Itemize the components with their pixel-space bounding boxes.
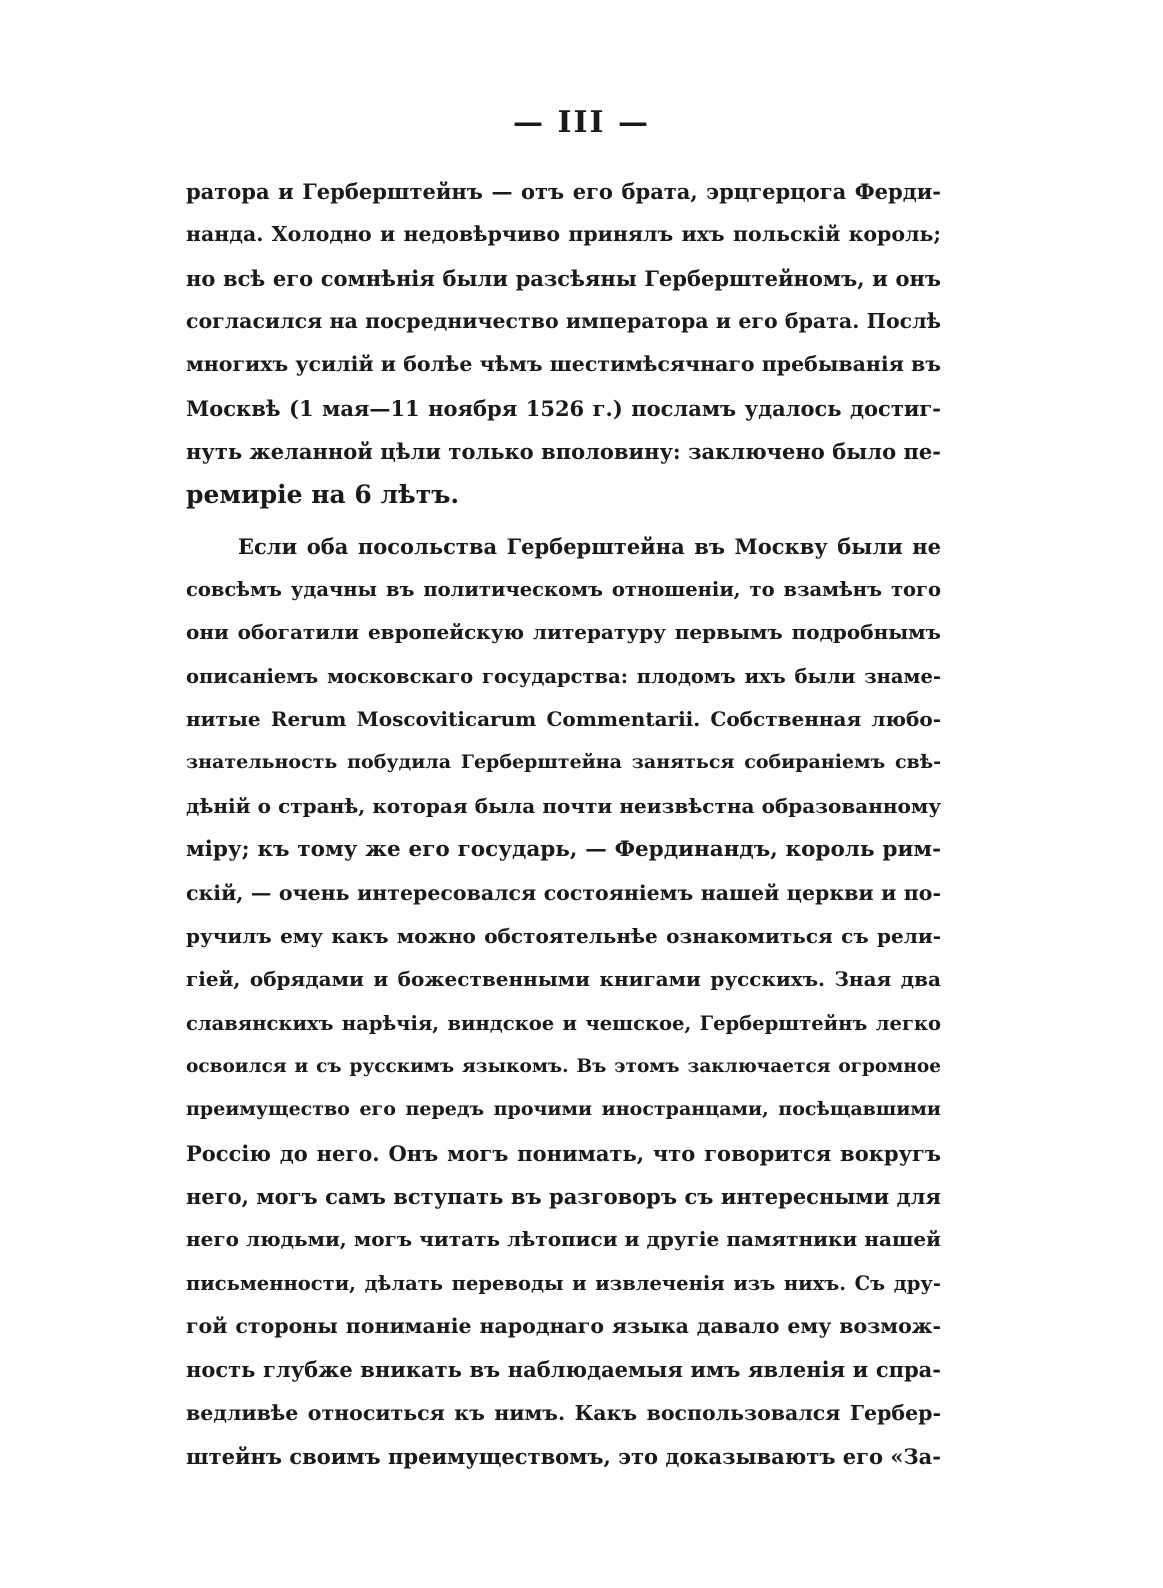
- text-line: штейнъ своимъ преимуществомъ, это доказываютъ его «За-: [186, 1443, 941, 1469]
- text-line: преимущество его передъ прочими иностранцами, посѣщавшими: [186, 1098, 941, 1121]
- text-line: освоился и съ русскимъ языкомъ. Въ этомъ заключается огромное: [186, 1055, 941, 1077]
- text-line: Москвѣ (1 мая—11 ноября 1526 г.) посламъ удалось достиг-: [186, 395, 941, 421]
- text-line: гой стороны пониманіе народнаго языка давало ему возмож-: [186, 1313, 941, 1338]
- text-line: нанда. Холодно и недовѣрчиво принялъ ихъ польскій король;: [186, 222, 941, 247]
- text-line: Россію до него. Онъ могъ понимать, что говорится вокругъ: [186, 1140, 941, 1166]
- body-text: [186, 170, 941, 1478]
- text-line: него, могъ самъ вступать въ разговоръ съ интересными для: [186, 1183, 941, 1209]
- text-line: письменности, дѣлать переводы и извлеченія изъ нихъ. Съ дру-: [186, 1271, 941, 1295]
- text-line: дѣній о странѣ, которая была почти неизвѣстна образованному: [186, 793, 941, 818]
- text-line: славянскихъ нарѣчія, виндское и чешское, Герберштейнъ легко: [186, 1011, 941, 1035]
- text-line: многихъ усилій и болѣе чѣмъ шестимѣсячнаго пребыванія въ: [186, 352, 941, 377]
- text-line: описаніемъ московскаго государства: плодомъ ихъ были знаме-: [186, 664, 941, 688]
- text-line: нитые Rerum Moscoviticarum Commentarii. Собственная любо-: [186, 707, 941, 732]
- text-line: гіей, обрядами и божественными книгами русскихъ. Зная два: [186, 967, 941, 992]
- paragraph-2: [186, 525, 941, 1479]
- paragraph-1: [186, 170, 941, 517]
- text-line: нуть желанной цѣли только вполовину: заключено было пе-: [186, 439, 941, 465]
- text-line: ведливѣе относиться къ нимъ. Какъ воспользовался Гербер-: [186, 1400, 941, 1425]
- text-line: него людьми, могъ читать лѣтописи и другіе памятники нашей: [186, 1227, 941, 1252]
- text-line: согласился на посредничество императора и его брата. Послѣ: [186, 309, 941, 334]
- text-line: ность глубже вникать въ наблюдаемыя имъ явленія и спра-: [186, 1357, 941, 1383]
- text-line: міру; къ тому же его государь, — Фердинандъ, король рим-: [186, 837, 941, 863]
- text-line: они обогатили европейскую литературу первымъ подробнымъ: [186, 620, 941, 645]
- text-line: скій, — очень интересовался состояніемъ нашей церкви и по-: [186, 880, 941, 905]
- text-line: Если оба посольства Герберштейна въ Москву были не: [238, 533, 941, 559]
- text-line: ратора и Герберштейнъ — отъ его брата, эрцгерцога Ферди-: [186, 179, 941, 204]
- text-line: знательность побудила Герберштейна заняться собираніемъ свѣ-: [186, 751, 941, 774]
- text-line: совсѣмъ удачны въ политическомъ отношеніи, то взамѣнъ того: [186, 578, 941, 602]
- text-line: но всѣ его сомнѣнія были разсѣяны Герберштейномъ, и онъ: [186, 265, 941, 291]
- text-line: ремиріе на 6 лѣтъ.: [186, 480, 460, 510]
- page-number-header: — III —: [513, 105, 650, 140]
- text-line: ручилъ ему какъ можно обстоятельнѣе ознакомиться съ рели-: [186, 923, 941, 948]
